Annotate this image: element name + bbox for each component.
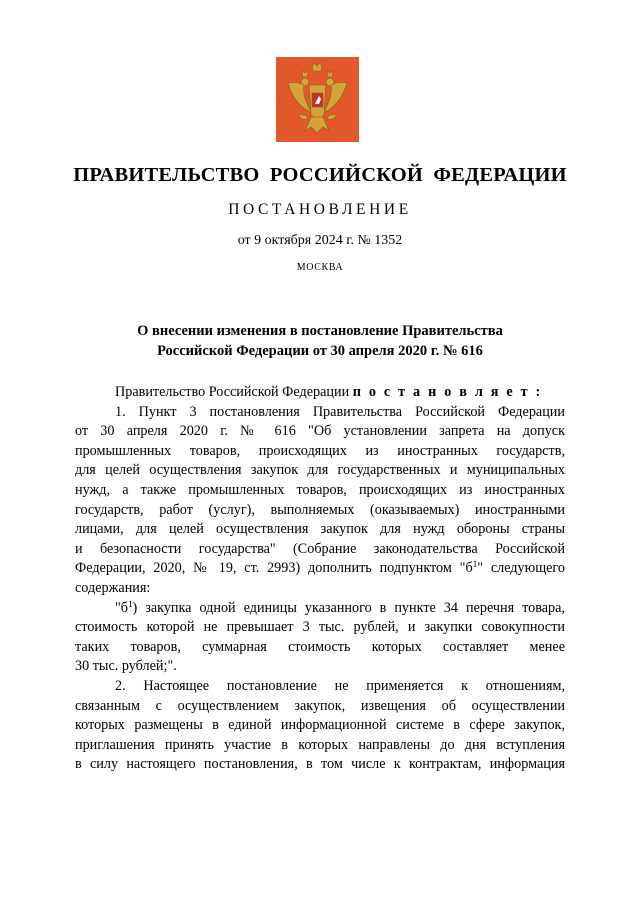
document-type: ПОСТАНОВЛЕНИЕ [228, 201, 412, 218]
preamble [75, 383, 565, 403]
double-headed-eagle-icon [276, 57, 359, 142]
document-subject [0, 321, 640, 361]
item-1-line: и безопасности государства" (Собрание законодательства Российской [75, 540, 565, 557]
item-1-line: от 30 апреля 2020 г. № 616 "Об установлении запрета на допуск [75, 423, 565, 440]
document-date-number: от 9 октября 2024 г. № 1352 [237, 233, 403, 248]
item-2-line: связанным с осуществлением закупок, извещения об осуществлении [75, 697, 565, 714]
item-1-tail-text: Федерации, 2020, № 19, ст. 2993) дополнить подпунктом "б [75, 560, 473, 577]
quote-text: "б [115, 599, 129, 616]
item-1-line: промышленных товаров, происходящих из иностранных государств, [75, 442, 565, 459]
preamble-verb: п о с т а н о в л я е т : [352, 384, 543, 400]
item-1-line: лицами, для целей осуществления закупок для нужд обороны страны [75, 521, 565, 538]
item-1-line: для целей осуществления закупок для государственных и муниципальных [75, 462, 565, 479]
coat-of-arms-emblem [276, 57, 359, 142]
issuing-authority-title: ПРАВИТЕЛЬСТВО РОССИЙСКОЙ ФЕДЕРАЦИИ [73, 164, 567, 186]
quote-line [75, 599, 565, 619]
item-2-line: приглашения принять участие в которых направлены до дня вступления [75, 736, 565, 753]
item-1-line: нужд, а также промышленных товаров, происходящих из иностранных [75, 481, 565, 498]
superscript: 1 [472, 559, 478, 570]
item-1-line: государств, работ (услуг), выполняемых (оказываемых) иностранными [75, 501, 565, 518]
subject-line: Российской Федерации от 30 апреля 2020 г. № 616 [157, 343, 483, 359]
item-1-tail-text: " следующего [477, 560, 565, 577]
item-1-line: 1. Пункт 3 постановления Правительства Российской Федерации [115, 403, 565, 420]
quote-line: таких товаров, суммарная стоимость которых составляет менее [75, 638, 565, 655]
quote-line: стоимость которой не превышает 3 тыс. рублей, и закупки совокупности [75, 619, 565, 636]
document-body [75, 383, 565, 775]
item-2-line: в силу настоящего постановления, в том числе к контрактам, информация [75, 756, 565, 773]
item-2-line: которых размещены в единой информационной системе в сфере закупок, [75, 717, 565, 734]
subject-line: О внесении изменения в постановление Правительства [137, 323, 503, 339]
quote-text: ) закупка одной единицы указанного в пункте 34 перечня товара, [132, 599, 565, 616]
preamble-text: Правительство Российской Федерации [115, 384, 353, 400]
superscript: 1 [128, 598, 133, 609]
item-1-line [75, 559, 565, 579]
item-2-line: 2. Настоящее постановление не применяется к отношениям, [115, 677, 565, 694]
item-1-line: содержания: [75, 579, 151, 596]
quote-line: 30 тыс. рублей;". [75, 658, 177, 675]
document-city: МОСКВА [296, 262, 344, 273]
